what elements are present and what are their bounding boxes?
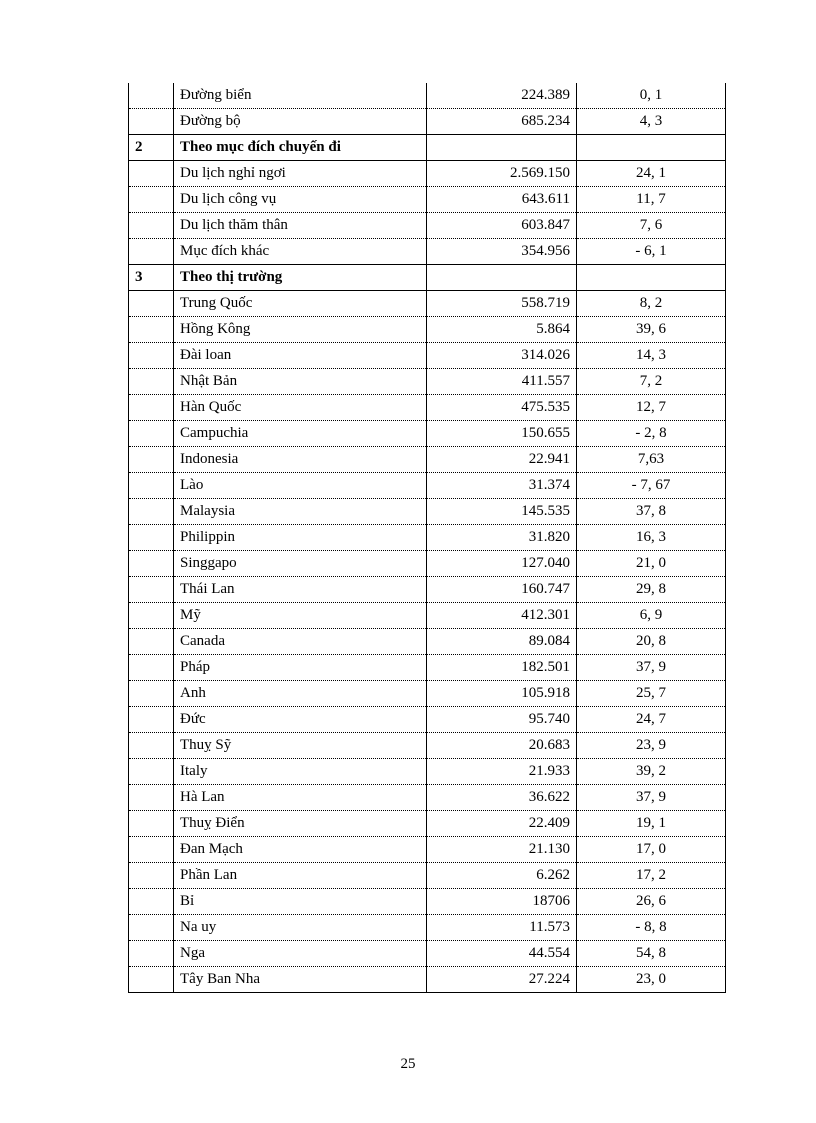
row-value-cell: 105.918 bbox=[427, 681, 577, 707]
row-label-cell: Đức bbox=[174, 707, 427, 733]
table-row bbox=[129, 291, 726, 317]
row-label-cell: Hà Lan bbox=[174, 785, 427, 811]
row-value-cell: 150.655 bbox=[427, 421, 577, 447]
table-row bbox=[129, 811, 726, 837]
row-label-cell: Hàn Quốc bbox=[174, 395, 427, 421]
table-row bbox=[129, 603, 726, 629]
row-number-cell bbox=[129, 473, 174, 499]
table-row bbox=[129, 317, 726, 343]
row-number-cell bbox=[129, 733, 174, 759]
row-value-cell: 685.234 bbox=[427, 109, 577, 135]
row-number-cell bbox=[129, 785, 174, 811]
row-percent-cell bbox=[577, 135, 726, 161]
row-label-cell: Du lịch thăm thân bbox=[174, 213, 427, 239]
row-value-cell: 603.847 bbox=[427, 213, 577, 239]
row-percent-cell: - 6, 1 bbox=[577, 239, 726, 265]
table-row bbox=[129, 577, 726, 603]
row-percent-cell: 37, 9 bbox=[577, 655, 726, 681]
row-value-cell: 314.026 bbox=[427, 343, 577, 369]
row-number-cell bbox=[129, 889, 174, 915]
row-value-cell: 643.611 bbox=[427, 187, 577, 213]
row-label-cell: Mục đích khác bbox=[174, 239, 427, 265]
row-label-cell: Theo mục đích chuyến đi bbox=[174, 135, 427, 161]
row-percent-cell: 17, 0 bbox=[577, 837, 726, 863]
table-row bbox=[129, 213, 726, 239]
row-value-cell bbox=[427, 135, 577, 161]
row-label-cell: Đường bộ bbox=[174, 109, 427, 135]
row-label-cell: Đài loan bbox=[174, 343, 427, 369]
row-number-cell bbox=[129, 317, 174, 343]
row-number-cell bbox=[129, 577, 174, 603]
row-label-cell: Canada bbox=[174, 629, 427, 655]
row-percent-cell: 14, 3 bbox=[577, 343, 726, 369]
row-percent-cell: 39, 2 bbox=[577, 759, 726, 785]
row-number-cell bbox=[129, 213, 174, 239]
row-label-cell: Bỉ bbox=[174, 889, 427, 915]
row-percent-cell: 11, 7 bbox=[577, 187, 726, 213]
row-value-cell: 31.820 bbox=[427, 525, 577, 551]
row-label-cell: Thái Lan bbox=[174, 577, 427, 603]
row-value-cell: 411.557 bbox=[427, 369, 577, 395]
row-percent-cell: 7, 6 bbox=[577, 213, 726, 239]
row-number-cell bbox=[129, 499, 174, 525]
row-value-cell bbox=[427, 265, 577, 291]
row-label-cell: Anh bbox=[174, 681, 427, 707]
row-percent-cell: 16, 3 bbox=[577, 525, 726, 551]
row-label-cell: Nhật Bản bbox=[174, 369, 427, 395]
row-label-cell: Italy bbox=[174, 759, 427, 785]
row-label-cell: Theo thị trường bbox=[174, 265, 427, 291]
row-percent-cell: 19, 1 bbox=[577, 811, 726, 837]
table-row bbox=[129, 733, 726, 759]
row-percent-cell: 20, 8 bbox=[577, 629, 726, 655]
row-percent-cell: 12, 7 bbox=[577, 395, 726, 421]
row-value-cell: 5.864 bbox=[427, 317, 577, 343]
row-percent-cell: 6, 9 bbox=[577, 603, 726, 629]
table-row bbox=[129, 863, 726, 889]
row-percent-cell: 0, 1 bbox=[577, 83, 726, 109]
row-percent-cell: 26, 6 bbox=[577, 889, 726, 915]
row-percent-cell: 39, 6 bbox=[577, 317, 726, 343]
table-row bbox=[129, 655, 726, 681]
row-percent-cell: 37, 9 bbox=[577, 785, 726, 811]
row-value-cell: 95.740 bbox=[427, 707, 577, 733]
row-value-cell: 44.554 bbox=[427, 941, 577, 967]
row-label-cell: Malaysia bbox=[174, 499, 427, 525]
row-number-cell bbox=[129, 967, 174, 993]
row-number-cell bbox=[129, 759, 174, 785]
row-value-cell: 22.941 bbox=[427, 447, 577, 473]
table-row bbox=[129, 421, 726, 447]
table-row bbox=[129, 83, 726, 109]
row-value-cell: 6.262 bbox=[427, 863, 577, 889]
row-number-cell bbox=[129, 603, 174, 629]
table-row bbox=[129, 369, 726, 395]
table-body bbox=[129, 83, 726, 993]
table-row bbox=[129, 941, 726, 967]
table-row bbox=[129, 967, 726, 993]
row-value-cell: 224.389 bbox=[427, 83, 577, 109]
row-value-cell: 182.501 bbox=[427, 655, 577, 681]
row-percent-cell: 24, 1 bbox=[577, 161, 726, 187]
row-percent-cell: 25, 7 bbox=[577, 681, 726, 707]
row-percent-cell: 23, 9 bbox=[577, 733, 726, 759]
row-value-cell: 475.535 bbox=[427, 395, 577, 421]
row-value-cell: 27.224 bbox=[427, 967, 577, 993]
row-label-cell: Trung Quốc bbox=[174, 291, 427, 317]
row-number-cell bbox=[129, 551, 174, 577]
table-row bbox=[129, 525, 726, 551]
section-row bbox=[129, 135, 726, 161]
row-percent-cell: - 2, 8 bbox=[577, 421, 726, 447]
row-number-cell bbox=[129, 291, 174, 317]
row-value-cell: 412.301 bbox=[427, 603, 577, 629]
row-value-cell: 127.040 bbox=[427, 551, 577, 577]
row-value-cell: 160.747 bbox=[427, 577, 577, 603]
row-number-cell bbox=[129, 421, 174, 447]
table-row bbox=[129, 889, 726, 915]
row-percent-cell: 21, 0 bbox=[577, 551, 726, 577]
row-value-cell: 22.409 bbox=[427, 811, 577, 837]
row-number-cell bbox=[129, 629, 174, 655]
row-value-cell: 18706 bbox=[427, 889, 577, 915]
table-row bbox=[129, 109, 726, 135]
row-number-cell bbox=[129, 863, 174, 889]
row-number-cell bbox=[129, 447, 174, 473]
row-number-cell bbox=[129, 395, 174, 421]
row-label-cell: Mỹ bbox=[174, 603, 427, 629]
row-number-cell bbox=[129, 915, 174, 941]
row-label-cell: Pháp bbox=[174, 655, 427, 681]
row-number-cell: 2 bbox=[129, 135, 174, 161]
table-row bbox=[129, 239, 726, 265]
row-number-cell bbox=[129, 161, 174, 187]
section-row bbox=[129, 265, 726, 291]
row-label-cell: Đan Mạch bbox=[174, 837, 427, 863]
row-label-cell: Hồng Kông bbox=[174, 317, 427, 343]
table-row bbox=[129, 161, 726, 187]
row-percent-cell: - 7, 67 bbox=[577, 473, 726, 499]
row-percent-cell: 7, 2 bbox=[577, 369, 726, 395]
row-percent-cell: 54, 8 bbox=[577, 941, 726, 967]
table-row bbox=[129, 915, 726, 941]
row-label-cell: Du lịch công vụ bbox=[174, 187, 427, 213]
row-value-cell: 11.573 bbox=[427, 915, 577, 941]
row-number-cell bbox=[129, 941, 174, 967]
row-percent-cell: 17, 2 bbox=[577, 863, 726, 889]
table-row bbox=[129, 447, 726, 473]
row-label-cell: Du lịch nghỉ ngơi bbox=[174, 161, 427, 187]
row-label-cell: Phần Lan bbox=[174, 863, 427, 889]
row-value-cell: 354.956 bbox=[427, 239, 577, 265]
table-row bbox=[129, 837, 726, 863]
row-value-cell: 31.374 bbox=[427, 473, 577, 499]
row-label-cell: Đường biển bbox=[174, 83, 427, 109]
table-row bbox=[129, 473, 726, 499]
row-value-cell: 2.569.150 bbox=[427, 161, 577, 187]
row-number-cell bbox=[129, 707, 174, 733]
table-row bbox=[129, 681, 726, 707]
page-number: 25 bbox=[400, 1056, 416, 1072]
row-value-cell: 21.130 bbox=[427, 837, 577, 863]
statistics-table bbox=[128, 83, 726, 993]
row-value-cell: 21.933 bbox=[427, 759, 577, 785]
row-label-cell: Tây Ban Nha bbox=[174, 967, 427, 993]
row-percent-cell: 23, 0 bbox=[577, 967, 726, 993]
row-percent-cell: 4, 3 bbox=[577, 109, 726, 135]
row-percent-cell: - 8, 8 bbox=[577, 915, 726, 941]
table-row bbox=[129, 551, 726, 577]
row-label-cell: Philippin bbox=[174, 525, 427, 551]
row-number-cell bbox=[129, 239, 174, 265]
row-label-cell: Thuỵ Sỹ bbox=[174, 733, 427, 759]
row-number-cell bbox=[129, 83, 174, 109]
row-number-cell: 3 bbox=[129, 265, 174, 291]
row-value-cell: 20.683 bbox=[427, 733, 577, 759]
row-number-cell bbox=[129, 655, 174, 681]
table-row bbox=[129, 629, 726, 655]
row-label-cell: Indonesia bbox=[174, 447, 427, 473]
table-row bbox=[129, 395, 726, 421]
row-percent-cell: 8, 2 bbox=[577, 291, 726, 317]
row-number-cell bbox=[129, 343, 174, 369]
table-row bbox=[129, 707, 726, 733]
row-percent-cell: 24, 7 bbox=[577, 707, 726, 733]
table-row bbox=[129, 499, 726, 525]
row-label-cell: Campuchia bbox=[174, 421, 427, 447]
table-row bbox=[129, 759, 726, 785]
row-value-cell: 145.535 bbox=[427, 499, 577, 525]
row-value-cell: 89.084 bbox=[427, 629, 577, 655]
row-percent-cell: 7,63 bbox=[577, 447, 726, 473]
row-label-cell: Nga bbox=[174, 941, 427, 967]
row-number-cell bbox=[129, 109, 174, 135]
row-value-cell: 36.622 bbox=[427, 785, 577, 811]
row-label-cell: Lào bbox=[174, 473, 427, 499]
table-row bbox=[129, 187, 726, 213]
row-label-cell: Thuỵ Điển bbox=[174, 811, 427, 837]
row-number-cell bbox=[129, 837, 174, 863]
row-number-cell bbox=[129, 187, 174, 213]
row-number-cell bbox=[129, 811, 174, 837]
row-number-cell bbox=[129, 681, 174, 707]
row-percent-cell: 37, 8 bbox=[577, 499, 726, 525]
row-percent-cell bbox=[577, 265, 726, 291]
row-label-cell: Singgapo bbox=[174, 551, 427, 577]
table-row bbox=[129, 785, 726, 811]
table-row bbox=[129, 343, 726, 369]
row-number-cell bbox=[129, 525, 174, 551]
row-number-cell bbox=[129, 369, 174, 395]
row-label-cell: Na uy bbox=[174, 915, 427, 941]
row-percent-cell: 29, 8 bbox=[577, 577, 726, 603]
row-value-cell: 558.719 bbox=[427, 291, 577, 317]
